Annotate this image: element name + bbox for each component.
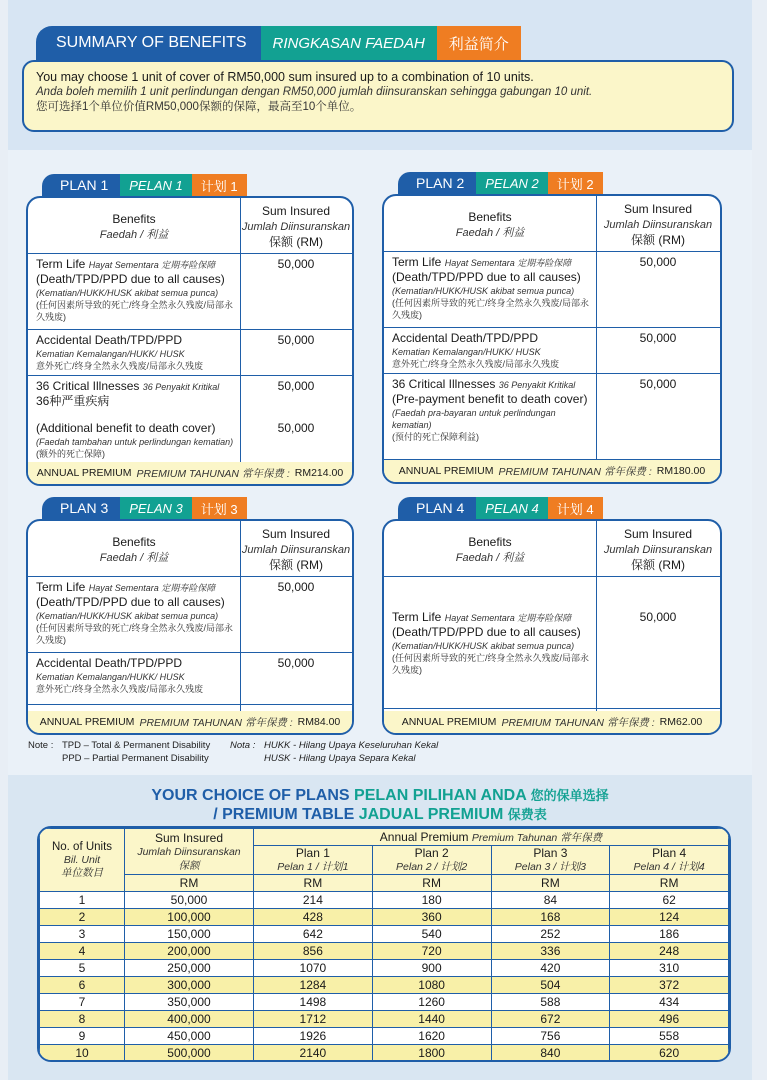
sum-insured-amount: 50,000 (277, 421, 315, 435)
benefit-title-en: Term Life (392, 610, 442, 624)
plan-table (382, 194, 722, 484)
annual-premium (28, 711, 352, 733)
benefit-description (392, 331, 592, 370)
premium-cell: 1260 (372, 994, 491, 1011)
sum-cell: 500,000 (125, 1045, 254, 1062)
summary-header (36, 26, 521, 60)
premium-table-en: / PREMIUM TABLE (213, 806, 355, 823)
benefit-title-sub: Hayat Sementara 定期寿险保障 (88, 260, 216, 270)
premium-cell: 84 (491, 892, 610, 909)
annual-premium-label-ms: PREMIUM TAHUNAN 常年保费 : (501, 716, 655, 729)
benefits-header (28, 212, 240, 243)
benefit-title (392, 377, 592, 392)
th-plan-ms: Pelan 2 / 计划2 (396, 861, 468, 873)
benefit-title-sub: 36 Penyakit Kritikal (498, 380, 576, 390)
benefit-title (36, 379, 236, 394)
premium-table-zh: 保费表 (507, 807, 547, 822)
premium-cell: 856 (254, 943, 373, 960)
plan-tabs (398, 497, 603, 519)
premium-cell: 756 (491, 1028, 610, 1045)
sum-insured-header (596, 202, 720, 248)
premium-cell: 1926 (254, 1028, 373, 1045)
sum-insured-header-en: Sum Insured (623, 202, 693, 216)
premium-cell: 1284 (254, 977, 373, 994)
sum-insured-amount: 50,000 (277, 379, 315, 393)
benefits-header-en: Benefits (468, 210, 512, 224)
premium-cell: 1712 (254, 1011, 373, 1028)
th-plan-2 (372, 846, 491, 875)
benefit-title-en: Accidental Death/TPD/PPD (392, 331, 539, 345)
premium-table (37, 826, 731, 1062)
sum-insured-header-ms: Jumlah Diinsuranskan (241, 544, 351, 556)
premium-cell: 186 (610, 926, 729, 943)
sum-insured-header-en: Sum Insured (261, 204, 331, 218)
table-row (40, 994, 729, 1011)
table-row (40, 1011, 729, 1028)
benefit-row (28, 576, 352, 653)
plan-header-row (28, 521, 352, 577)
sum-insured-amount: 50,000 (639, 610, 677, 624)
th-plan-4 (610, 846, 729, 875)
benefit-sub-ms: Kematian Kemalangan/HUKK/ HUSK (392, 347, 541, 357)
plan-header-row (28, 198, 352, 254)
benefit-row (28, 329, 352, 376)
sum-cell: 300,000 (125, 977, 254, 994)
benefit-sub-zh: 意外死亡/终身全然永久残废/局部永久残废 (36, 361, 204, 371)
sum-insured-amount: 50,000 (277, 656, 315, 670)
premium-cell: 180 (372, 892, 491, 909)
benefit-title (392, 255, 592, 270)
th-units-ms: Bil. Unit (63, 853, 101, 866)
benefit-line2: (Death/TPD/PPD due to all causes) (36, 595, 225, 609)
sum-cell: 100,000 (125, 909, 254, 926)
units-cell: 5 (40, 960, 125, 977)
th-rm-sum: RM (125, 875, 254, 892)
premium-cell: 336 (491, 943, 610, 960)
premium-cell: 310 (610, 960, 729, 977)
benefit-title (36, 421, 236, 436)
summary-tab-ms: RINGKASAN FAEDAH (261, 26, 437, 60)
benefit-title-sub: 36 Penyakit Kritikal (142, 382, 220, 392)
sum-insured-header (240, 527, 352, 573)
premium-cell: 642 (254, 926, 373, 943)
benefits-header-sub: Faedah / 利益 (99, 552, 169, 564)
th-annual (254, 829, 729, 846)
th-rm-plan: RM (491, 875, 610, 892)
note-en (28, 739, 211, 764)
sum-insured-header (596, 527, 720, 573)
sum-insured-header-en: Sum Insured (623, 527, 693, 541)
summary-box (22, 60, 734, 132)
benefit-title-en: Accidental Death/TPD/PPD (36, 333, 183, 347)
annual-premium-label-ms: PREMIUM TAHUNAN 常年保费 : (498, 465, 652, 478)
th-units (40, 829, 125, 892)
sum-cell: 50,000 (125, 892, 254, 909)
plan-3 (26, 497, 354, 735)
plan-header-row (384, 521, 720, 577)
plan-tab-en: PLAN 2 (398, 172, 476, 194)
premium-cell: 840 (491, 1045, 610, 1062)
th-plan-ms: Pelan 3 / 计划3 (514, 861, 586, 873)
note-ms (230, 739, 439, 764)
annual-premium-label: ANNUAL PREMIUM (39, 716, 135, 728)
th-plan-en: Plan 4 (652, 846, 687, 860)
choice-title-line1 (8, 785, 752, 805)
benefit-row (384, 251, 720, 328)
plan-1 (26, 174, 354, 486)
sum-cell: 350,000 (125, 994, 254, 1011)
sum-cell: 250,000 (125, 960, 254, 977)
th-rm-plan: RM (610, 875, 729, 892)
plan-tab-en: PLAN 4 (398, 497, 476, 519)
benefit-row (384, 327, 720, 374)
premium-cell: 620 (610, 1045, 729, 1062)
benefit-title-en: Term Life (392, 255, 442, 269)
premium-cell: 1800 (372, 1045, 491, 1062)
benefit-description (392, 377, 592, 443)
benefit-sub-ms: (Kematian/HUKK/HUSK akibat semua punca) (36, 288, 219, 298)
plan-header-row (384, 196, 720, 252)
benefit-sub-zh: (任何因素所导致的死亡/终身全然永久残废/局部永久残废) (36, 623, 233, 645)
annual-premium-value: RM214.00 (294, 467, 344, 479)
note-husk: HUSK - Hilang Upaya Separa Kekal (264, 753, 416, 764)
benefit-title (392, 610, 592, 625)
annual-premium (28, 462, 352, 484)
annual-premium-label: ANNUAL PREMIUM (36, 467, 132, 479)
nota-label: Nota : (230, 740, 256, 751)
plan-tab-ms: PELAN 2 (476, 172, 547, 194)
table-row (40, 926, 729, 943)
sum-insured-header-ms: Jumlah Diinsuranskan (603, 219, 713, 231)
sum-insured-header-zh: 保额 (RM) (631, 233, 685, 247)
benefit-sub-ms: (Kematian/HUKK/HUSK akibat semua punca) (392, 286, 575, 296)
annual-premium-value: RM180.00 (656, 465, 706, 477)
premium-cell: 360 (372, 909, 491, 926)
benefit-description (36, 656, 236, 695)
benefit-description (36, 580, 236, 646)
th-rm-plan: RM (372, 875, 491, 892)
summary-line-ms: Anda boleh memilih 1 unit perlindungan dengan RM50,000 jumlah diinsuranskan sehingga gabungan 10 unit. (36, 86, 593, 98)
th-plan-en: Plan 2 (414, 846, 449, 860)
sum-insured-amount: 50,000 (277, 257, 315, 271)
benefit-description (392, 255, 592, 321)
premium-cell: 252 (491, 926, 610, 943)
premium-cell: 900 (372, 960, 491, 977)
column-divider (596, 521, 597, 715)
benefit-sub-ms: Kematian Kemalangan/HUKK/ HUSK (36, 672, 185, 682)
benefit-sub-zh: (任何因素所导致的死亡/终身全然永久残废/局部永久残废) (36, 300, 233, 322)
sum-insured-header-zh: 保额 (RM) (631, 558, 685, 572)
plan-tab-ms: PELAN 4 (476, 497, 547, 519)
benefits-header-sub: Faedah / 利益 (455, 227, 525, 239)
plan-tab-ms: PELAN 1 (120, 174, 191, 196)
premium-cell: 434 (610, 994, 729, 1011)
plan-tab-en: PLAN 3 (42, 497, 120, 519)
table-row (40, 909, 729, 926)
premium-cell: 2140 (254, 1045, 373, 1062)
sum-insured-header-ms: Jumlah Diinsuranskan (603, 544, 713, 556)
annual-premium-value: RM62.00 (659, 716, 703, 728)
th-plan-en: Plan 1 (295, 846, 330, 860)
units-cell: 3 (40, 926, 125, 943)
sum-cell: 200,000 (125, 943, 254, 960)
plan-tab-zh: 计划 1 (192, 174, 247, 196)
benefit-description (392, 610, 592, 676)
benefit-description (36, 257, 236, 323)
benefit-sub-zh: (预付的死亡保障利益) (392, 432, 479, 442)
premium-cell: 62 (610, 892, 729, 909)
benefit-title (36, 580, 236, 595)
column-divider (596, 196, 597, 464)
benefit-title-en: Accidental Death/TPD/PPD (36, 656, 183, 670)
sum-insured-amount: 50,000 (639, 255, 677, 269)
choice-ms: PELAN PILIHAN ANDA (354, 787, 527, 804)
premium-cell: 672 (491, 1011, 610, 1028)
sum-cell: 400,000 (125, 1011, 254, 1028)
premium-cell: 214 (254, 892, 373, 909)
table-row (40, 892, 729, 909)
benefit-line2: (Death/TPD/PPD due to all causes) (392, 270, 581, 284)
plan-table (26, 196, 354, 486)
benefits-header (28, 535, 240, 566)
benefit-sub-zh: (额外的死亡保障) (36, 449, 105, 459)
benefits-header-en: Benefits (112, 212, 156, 226)
premium-cell: 1620 (372, 1028, 491, 1045)
choice-title-line2 (8, 804, 752, 824)
th-sum (125, 829, 254, 875)
benefit-description (36, 421, 236, 460)
benefit-description (36, 379, 236, 409)
premium-cell: 720 (372, 943, 491, 960)
premium-cell: 1440 (372, 1011, 491, 1028)
column-divider (240, 521, 241, 715)
summary-tab-en: SUMMARY OF BENEFITS (36, 26, 261, 60)
benefit-title-sub: Hayat Sementara 定期寿险保障 (88, 583, 216, 593)
benefit-sub-ms: Kematian Kemalangan/HUKK/ HUSK (36, 349, 185, 359)
plan-tab-zh: 计划 2 (548, 172, 603, 194)
brochure-page (8, 0, 752, 1080)
premium-cell: 428 (254, 909, 373, 926)
premium-cell: 588 (491, 994, 610, 1011)
premium-cell: 168 (491, 909, 610, 926)
annual-premium-label: ANNUAL PREMIUM (398, 465, 494, 477)
benefit-row (28, 253, 352, 330)
premium-cell: 1080 (372, 977, 491, 994)
benefit-sub-ms: (Faedah tambahan untuk perlindungan kematian) (36, 437, 234, 447)
premium-cell: 124 (610, 909, 729, 926)
summary-line-zh: 您可选择1个单位价值RM50,000保额的保障，最高至10个单位。 (36, 101, 362, 113)
summary-line-en: You may choose 1 unit of cover of RM50,000 sum insured up to a combination of 10 units. (36, 70, 534, 84)
table-row (40, 977, 729, 994)
units-cell: 1 (40, 892, 125, 909)
units-cell: 2 (40, 909, 125, 926)
annual-premium-label-ms: PREMIUM TAHUNAN 常年保费 : (136, 467, 290, 480)
plan-2 (382, 172, 722, 484)
annual-premium (384, 460, 720, 482)
sum-insured-header-zh: 保额 (RM) (269, 558, 323, 572)
benefits-header-en: Benefits (112, 535, 156, 549)
benefits-header-sub: Faedah / 利益 (455, 552, 525, 564)
benefit-title-en: (Additional benefit to death cover) (36, 421, 216, 435)
benefit-title-sub: Hayat Sementara 定期寿险保障 (444, 258, 572, 268)
units-cell: 4 (40, 943, 125, 960)
benefit-row (28, 375, 352, 421)
th-annual-ms: Premium Tahunan 常年保费 (471, 831, 603, 844)
benefit-sub-zh: (任何因素所导致的死亡/终身全然永久残废/局部永久残废) (392, 298, 589, 320)
premium-cell: 504 (491, 977, 610, 994)
annual-premium-value: RM84.00 (297, 716, 341, 728)
th-rm-plan: RM (254, 875, 373, 892)
benefit-title-sub: Hayat Sementara 定期寿险保障 (444, 613, 572, 623)
premium-cell: 1070 (254, 960, 373, 977)
plan-tabs (398, 172, 603, 194)
th-sum-en: Sum Insured (154, 830, 224, 845)
units-cell: 9 (40, 1028, 125, 1045)
benefits-header (384, 535, 596, 566)
table-row (40, 1028, 729, 1045)
benefit-line2: (Death/TPD/PPD due to all causes) (392, 625, 581, 639)
annual-premium-label-ms: PREMIUM TAHUNAN 常年保费 : (139, 716, 293, 729)
units-cell: 8 (40, 1011, 125, 1028)
sum-insured-amount: 50,000 (639, 331, 677, 345)
note-hukk: HUKK - Hilang Upaya Keseluruhan Kekal (264, 740, 439, 751)
note-label: Note : (28, 740, 54, 751)
summary-tab-zh: 利益简介 (437, 26, 521, 60)
sum-cell: 450,000 (125, 1028, 254, 1045)
plan-tab-ms: PELAN 3 (120, 497, 191, 519)
sum-cell: 150,000 (125, 926, 254, 943)
plan-table (26, 519, 354, 735)
benefit-row (28, 652, 352, 705)
premium-cell: 372 (610, 977, 729, 994)
benefit-title-en: Term Life (36, 257, 86, 271)
benefits-header-en: Benefits (468, 535, 512, 549)
sum-insured-header (240, 204, 352, 250)
th-sum-ms: Jumlah Diinsuranskan (137, 845, 241, 858)
benefit-sub-ms: (Kematian/HUKK/HUSK akibat semua punca) (392, 641, 575, 651)
table-row (40, 943, 729, 960)
benefit-description (36, 333, 236, 372)
benefit-sub-ms: (Faedah pra-bayaran untuk perlindungan kematian) (392, 408, 556, 430)
benefit-sub-zh: 意外死亡/终身全然永久残废/局部永久残废 (36, 684, 204, 694)
benefit-row (384, 373, 720, 460)
premium-cell: 540 (372, 926, 491, 943)
th-units-en: No. of Units (51, 840, 113, 853)
note-tpd: TPD – Total & Permanent Disability (62, 740, 211, 751)
th-units-zh: 单位数目 (61, 866, 103, 879)
th-plan-en: Plan 3 (533, 846, 568, 860)
note-ppd: PPD – Partial Permanent Disability (62, 753, 209, 764)
th-plan-3 (491, 846, 610, 875)
benefit-title-en: Term Life (36, 580, 86, 594)
sum-insured-header-ms: Jumlah Diinsuranskan (241, 221, 351, 233)
premium-cell: 1498 (254, 994, 373, 1011)
annual-premium (384, 711, 720, 733)
choice-zh: 您的保单选择 (530, 788, 609, 803)
benefit-line2: 36种严重疾病 (36, 394, 110, 408)
plan-tab-zh: 计划 3 (192, 497, 247, 519)
benefit-line2: (Pre-payment benefit to death cover) (392, 392, 588, 406)
premium-cell: 496 (610, 1011, 729, 1028)
premium-cell: 558 (610, 1028, 729, 1045)
benefit-title-en: 36 Critical Illnesses (36, 379, 140, 393)
units-cell: 7 (40, 994, 125, 1011)
sum-insured-header-en: Sum Insured (261, 527, 331, 541)
sum-insured-amount: 50,000 (277, 333, 315, 347)
plan-tab-zh: 计划 4 (548, 497, 603, 519)
benefit-title (36, 656, 236, 671)
plan-tabs (42, 174, 247, 196)
table-row (40, 1045, 729, 1062)
plan-tab-en: PLAN 1 (42, 174, 120, 196)
benefit-title (36, 257, 236, 272)
column-divider (240, 198, 241, 466)
premium-table-ms: JADUAL PREMIUM (358, 806, 504, 823)
benefit-title (36, 333, 236, 348)
benefits-header-sub: Faedah / 利益 (99, 229, 169, 241)
plan-tabs (42, 497, 247, 519)
benefit-sub-ms: (Kematian/HUKK/HUSK akibat semua punca) (36, 611, 219, 621)
th-annual-en: Annual Premium (379, 829, 469, 844)
sum-insured-amount: 50,000 (639, 377, 677, 391)
benefit-line2: (Death/TPD/PPD due to all causes) (36, 272, 225, 286)
th-sum-zh: 保额 (178, 859, 200, 872)
annual-premium-label: ANNUAL PREMIUM (401, 716, 497, 728)
choice-en: YOUR CHOICE OF PLANS (151, 787, 350, 804)
plan-table (382, 519, 722, 735)
th-plan-1 (254, 846, 373, 875)
table-row (40, 960, 729, 977)
benefit-row (384, 576, 720, 709)
sum-insured-header-zh: 保额 (RM) (269, 235, 323, 249)
premium-cell: 420 (491, 960, 610, 977)
benefit-sub-zh: 意外死亡/终身全然永久残废/局部永久残废 (392, 359, 560, 369)
th-plan-ms: Pelan 4 / 计划4 (633, 861, 705, 873)
plan-4 (382, 497, 722, 735)
units-cell: 6 (40, 977, 125, 994)
sum-insured-amount: 50,000 (277, 580, 315, 594)
benefit-sub-zh: (任何因素所导致的死亡/终身全然永久残废/局部永久残废) (392, 653, 589, 675)
benefit-title-en: 36 Critical Illnesses (392, 377, 496, 391)
benefit-title (392, 331, 592, 346)
premium-cell: 248 (610, 943, 729, 960)
units-cell: 10 (40, 1045, 125, 1062)
benefits-header (384, 210, 596, 241)
th-plan-ms: Pelan 1 / 计划1 (277, 861, 349, 873)
